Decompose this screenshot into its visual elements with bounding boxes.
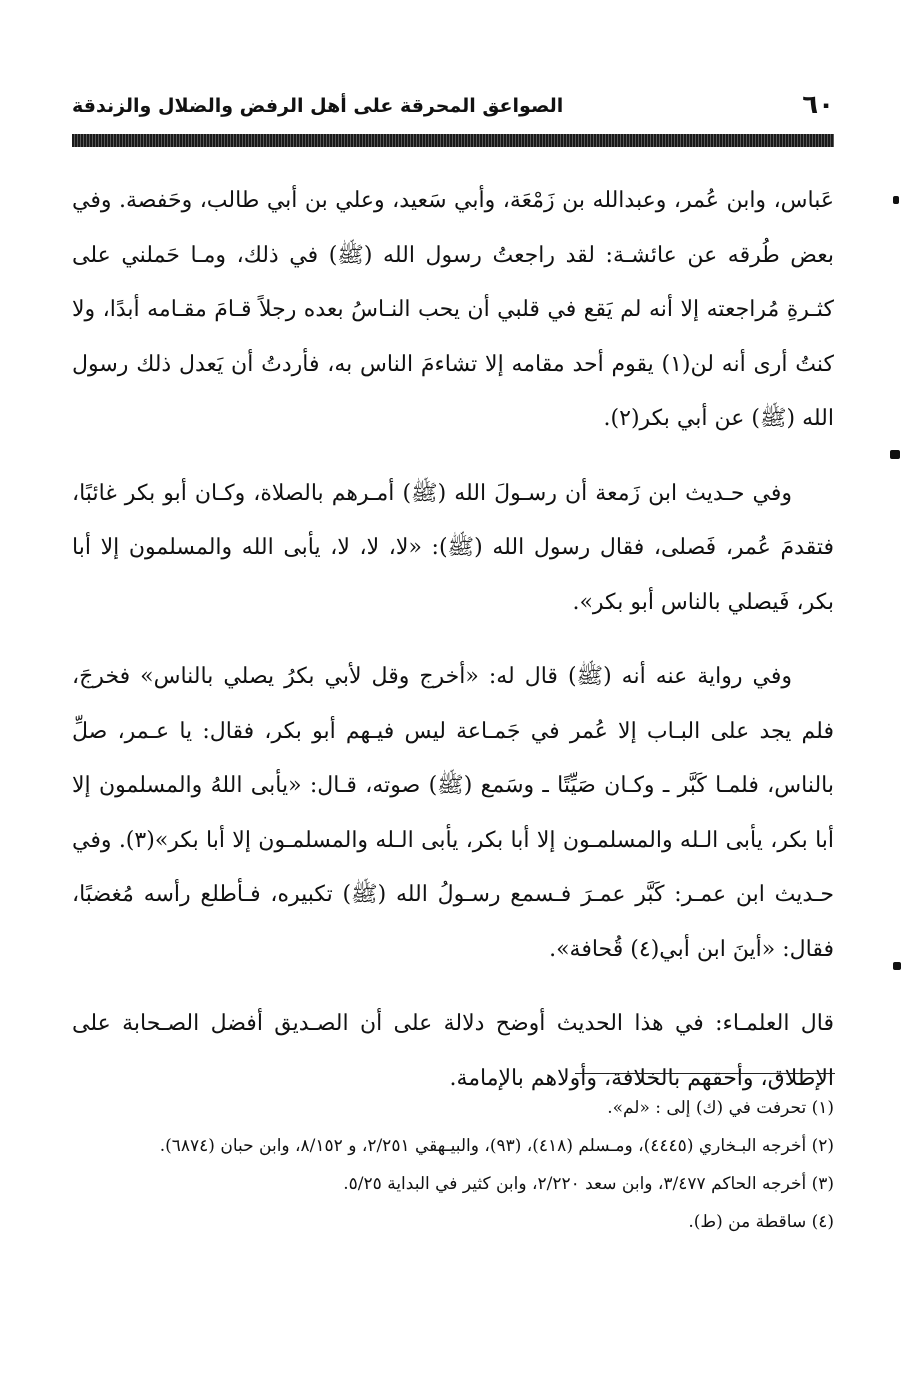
footnote-3: (٣) أخرجه الحاكم ٣/٤٧٧، وابن سعد ٢/٢٢٠، وابن كثير في البداية ٥/٢٥. bbox=[343, 1174, 834, 1194]
paragraph-1: عَباس، وابن عُمر، وعبدالله بن زَمْعَة، وأبي سَعيد، وعلي بن أبي طالب، وحَفصة. وفي بعض طُرقه عن عائشـة: لقد راجعتُ رسول الله (ﷺ) في ذلك، ومـا حَملني على كثـرةِ مُراجعته إلا أنه لم يَقع في قلبي أن يحب النـاسُ بعده رجلاً قـامَ مقـامه أبدًا، ولا كنتُ أرى أنه لن(١) يقوم أحد مقامه إلا تشاءمَ الناس به، فأردتُ أن يَعدل ذلك رسول الله (ﷺ) عن أبي بكر(٢). bbox=[72, 188, 834, 431]
footnote-separator bbox=[575, 1073, 835, 1074]
footnote-2: (٢) أخرجه البـخاري (٤٤٤٥)، ومـسلم (٤١٨)، (٩٣)، والبيـهقي ٢/٢٥١، و ٨/١٥٢، وابن حبان (٦٨٧٤). bbox=[159, 1136, 834, 1156]
footnote-4: (٤) ساقطة من (ط). bbox=[688, 1212, 834, 1232]
paragraph-4: قال العلمـاء: في هذا الحديث أوضح دلالة على أن الصـديق أفضل الصـحابة على الإطلاق، وأحقهم بالخلافة، وأولاهم بالإمامة. bbox=[72, 1011, 834, 1091]
footnote-1: (١) تحرفت في (ك) إلى : «لم». bbox=[607, 1098, 834, 1118]
page-number: ٦٠ bbox=[802, 90, 834, 120]
paragraph-2: وفي حـديث ابن زَمعة أن رسـولَ الله (ﷺ) أمـرهم بالصلاة، وكـان أبو بكر غائبًا، فتقدمَ عُمر، فَصلى، فقال رسول الله (ﷺ): «لا، لا، لا، يأبى الله والمسلمون إلا أبا بكر، فَيصلي بالناس أبو بكر». bbox=[72, 480, 834, 615]
main-text bbox=[72, 174, 834, 1106]
footnotes bbox=[72, 1092, 834, 1244]
margin-mark bbox=[893, 962, 901, 970]
paragraph-3: وفي رواية عنه أنه (ﷺ) قال له: «أخرج وقل لأبي بكرُ يصلي بالناس» فخرجَ، فلم يجد على البـاب إلا عُمر في جَمـاعة ليس فيـهم أبو بكر، فقال: يا عـمر، صلِّ بالناس، فلمـا كَبَّر ـ وكـان صَيِّتًا ـ وسَمع (ﷺ) صوته، قـال: «يأبى اللهُ والمسلمون إلا أبا بكر، يأبى الـله والمسلمـون إلا أبا بكر، يأبى الـله والمسلمـون إلا أبا بكر»(٣). وفي حـديث ابن عمـر: كَبَّر عمـرَ فـسمع رسـولُ الله (ﷺ) تكبيره، فـأطلع رأسه مُغضبًا، فقال: «أينَ ابن أبي(٤) قُحافة». bbox=[72, 664, 835, 962]
margin-mark bbox=[893, 196, 899, 204]
page-header bbox=[72, 88, 834, 128]
header-rule bbox=[72, 134, 834, 147]
margin-mark bbox=[890, 450, 900, 459]
running-title: الصواعق المحرقة على أهل الرفض والضلال والزندقة bbox=[72, 95, 564, 117]
